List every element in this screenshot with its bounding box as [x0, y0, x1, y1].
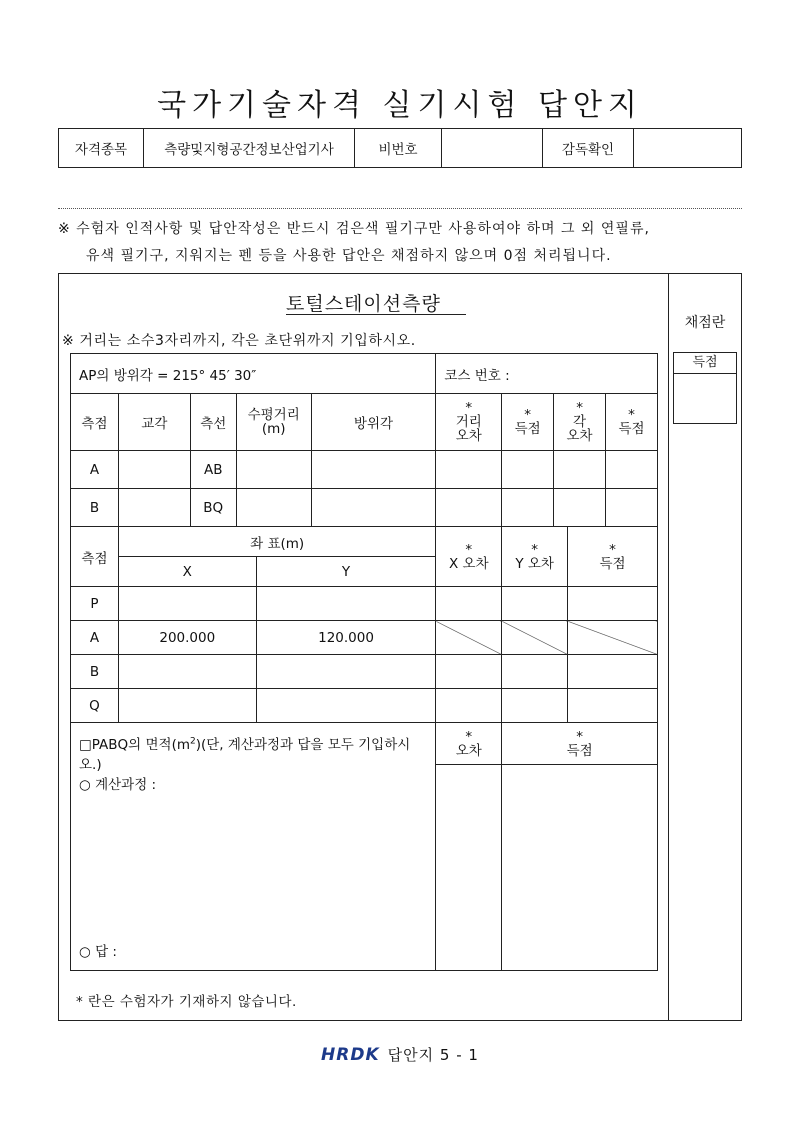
coord-station-cell: P: [71, 587, 119, 621]
col-azimuth: 방위각: [311, 394, 436, 451]
page-title: 국가기술자격 실기시험 답안지: [157, 88, 643, 123]
distance-score-cell: [502, 489, 554, 527]
distance-input[interactable]: [236, 489, 311, 527]
coord-y-input[interactable]: [256, 689, 436, 723]
azimuth-input[interactable]: [311, 489, 436, 527]
distance-input[interactable]: [236, 451, 311, 489]
total-score-label: 득점: [674, 353, 736, 374]
distance-score-cell: [502, 451, 554, 489]
area-calculation-box[interactable]: [71, 723, 436, 971]
x-error-cell: [436, 655, 502, 689]
id-label: 비번호: [355, 129, 442, 168]
table-row: [71, 451, 658, 489]
x-error-cell-struck: [436, 621, 502, 655]
table-row: [71, 621, 658, 655]
area-error-cell: [436, 765, 502, 971]
supervisor-value[interactable]: [634, 129, 742, 168]
col-distance-error: * 거리 오차: [436, 394, 502, 451]
x-error-cell: [436, 587, 502, 621]
area-answer-label: ○ 답 :: [79, 944, 117, 960]
angle-error-cell: [554, 451, 606, 489]
col-intersection-angle: 교각: [118, 394, 190, 451]
coord-station-cell: B: [71, 655, 119, 689]
coord-score-cell: [568, 689, 658, 723]
notice-line-1: ※ 수험자 인적사항 및 답안작성은 반드시 검은색 필기구만 사용하여야 하며 그 외 연필류,: [58, 221, 650, 237]
page-number: 답안지 5 - 1: [387, 1046, 479, 1064]
station-cell: A: [71, 451, 119, 489]
coord-x-input[interactable]: [118, 655, 256, 689]
line-cell: BQ: [190, 489, 236, 527]
coord-col-y: Y: [256, 557, 436, 587]
coord-y-input[interactable]: [256, 655, 436, 689]
table-row: [71, 587, 658, 621]
answer-grid: [70, 353, 658, 971]
coord-score-cell: [568, 587, 658, 621]
col-angle-score: * 득점: [606, 394, 658, 451]
course-number-field[interactable]: 코스 번호 :: [436, 354, 658, 394]
coord-col-x: X: [118, 557, 256, 587]
area-col-score: * 득점: [502, 723, 658, 765]
instruction: ※ 거리는 소수3자리까지, 각은 초단위까지 기입하시오.: [62, 333, 416, 349]
col-survey-line: 측선: [190, 394, 236, 451]
coord-score-cell-struck: [568, 621, 658, 655]
col-horizontal-distance: 수평거리 (m): [236, 394, 311, 451]
coord-col-header: 좌 표(m): [118, 527, 435, 557]
scoring-column-divider: [668, 273, 669, 1021]
angle-score-cell: [606, 451, 658, 489]
angle-score-cell: [606, 489, 658, 527]
field-label: 자격종목: [59, 129, 144, 168]
col-angle-error: * 각 오차: [554, 394, 606, 451]
table-row: [71, 655, 658, 689]
supervisor-label: 감독확인: [543, 129, 634, 168]
field-value: 측량및지형공간정보산업기사: [144, 129, 355, 168]
y-error-cell: [502, 655, 568, 689]
notice: [58, 216, 748, 270]
x-error-cell: [436, 689, 502, 723]
coord-col-x-error: * X 오차: [436, 527, 502, 587]
angle-input[interactable]: [118, 451, 190, 489]
page-footer: [0, 1044, 800, 1065]
azimuth-info: AP의 방위각 = 215° 45′ 30″: [71, 354, 436, 394]
coord-score-cell: [568, 655, 658, 689]
hrdk-logo: HRDK: [321, 1045, 380, 1065]
scoring-column-label: 채점란: [684, 315, 726, 331]
station-cell: B: [71, 489, 119, 527]
angle-input[interactable]: [118, 489, 190, 527]
subject-underline: [286, 314, 466, 315]
col-station: 측점: [71, 394, 119, 451]
notice-line-2: 유색 필기구, 지워지는 펜 등을 사용한 답안은 채점하지 않으며 0점 처리됩니다.: [86, 248, 612, 264]
coord-col-score: * 득점: [568, 527, 658, 587]
subject-title: 토털스테이션측량: [286, 293, 441, 315]
area-process-label: ○ 계산과정 :: [79, 777, 157, 793]
coord-x-input[interactable]: [118, 587, 256, 621]
footnote: * 란은 수험자가 기재하지 않습니다.: [76, 994, 297, 1010]
coord-col-station: 측점: [71, 527, 119, 587]
y-error-cell-struck: [502, 621, 568, 655]
angle-error-cell: [554, 489, 606, 527]
coord-x-input[interactable]: [118, 689, 256, 723]
coord-y-value: 120.000: [256, 621, 436, 655]
table-row: [71, 689, 658, 723]
coord-station-cell: Q: [71, 689, 119, 723]
coord-col-y-error: * Y 오차: [502, 527, 568, 587]
id-value[interactable]: [442, 129, 543, 168]
area-col-error: * 오차: [436, 723, 502, 765]
distance-error-cell: [436, 489, 502, 527]
azimuth-input[interactable]: [311, 451, 436, 489]
area-score-cell: [502, 765, 658, 971]
coord-station-cell: A: [71, 621, 119, 655]
exam-header-table: [58, 128, 742, 168]
distance-error-cell: [436, 451, 502, 489]
coord-y-input[interactable]: [256, 587, 436, 621]
total-score-box: [673, 352, 737, 424]
col-distance-score: * 득점: [502, 394, 554, 451]
area-question: □PABQ의 면적$(m^2)$(단, 계산과정과 답을 모두 기입하시오.): [79, 736, 411, 773]
coord-x-value: 200.000: [118, 621, 256, 655]
table-row: [71, 489, 658, 527]
divider: [58, 208, 742, 209]
y-error-cell: [502, 587, 568, 621]
y-error-cell: [502, 689, 568, 723]
line-cell: AB: [190, 451, 236, 489]
